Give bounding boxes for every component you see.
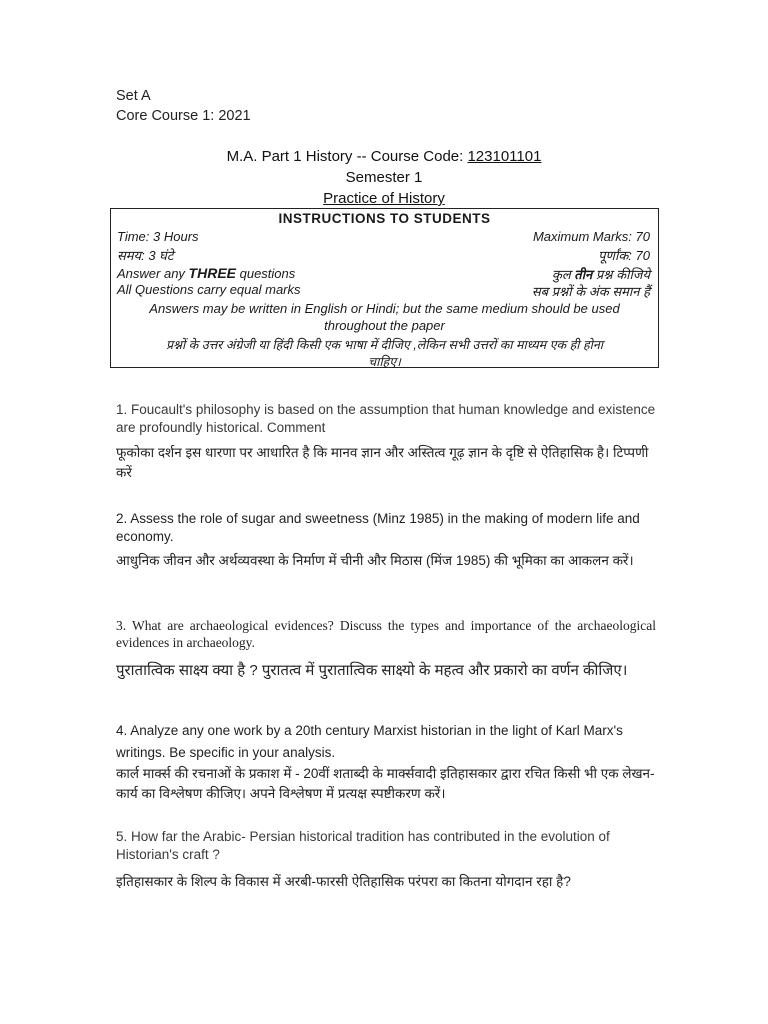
instructions-heading: INSTRUCTIONS TO STUDENTS [278, 211, 491, 226]
time-hi-row [117, 246, 650, 264]
medium-en-line-2: throughout the paper [324, 318, 445, 333]
answer-any-prefix: Answer any [117, 266, 189, 281]
question-4-hi: कार्ल मार्क्स की रचनाओं के प्रकाश में - 20वीं शताब्दी के मार्क्सवादी इतिहासकार द्वारा रचित किसी भी एक लेखन-कार्य का विश्लेषण कीजिए। अपने विश्लेषण में प्रत्यक्ष स्पष्टीकरण करें। [116, 766, 655, 801]
max-marks-hi: पूर्णांक: 70 [598, 248, 650, 263]
answer-any-en [117, 265, 295, 281]
question-4 [116, 720, 656, 804]
question-5-en: 5. How far the Arabic- Persian historical tradition has contributed in the evolution of Historian's craft ? [116, 829, 610, 862]
answer-any-count: THREE [188, 265, 236, 281]
question-3-hi: पुरातात्विक साक्ष्य क्या है ? पुरातत्व में पुरातात्विक साक्ष्यो के महत्व और प्रकारो का वर्णन कीजिए। [116, 662, 628, 679]
medium-hi-line-1: प्रश्नों के उत्तर अंग्रेजी या हिंदी किसी एक भाषा में दीजिए ,लेकिन सभी उत्तरों का माध्यम एक ही होना [166, 338, 603, 352]
question-5-hi: इतिहासकार के शिल्प के विकास में अरबी-फारसी ऐतिहासिक परंपरा का कितना योगदान रहा है? [116, 874, 571, 889]
paper-title-text: Practice of History [323, 190, 445, 207]
question-3 [116, 617, 656, 683]
question-2-en: 2. Assess the role of sugar and sweetness (Minz 1985) in the making of modern life and economy. [116, 511, 640, 544]
time-hi: समय: 3 घंटे [117, 248, 174, 263]
course-title [0, 148, 768, 165]
question-4-en: 4. Analyze any one work by a 20th century Marxist historian in the light of Karl Marx's writings. Be specific in your analysis. [116, 723, 623, 760]
question-1-hi: फूकोका दर्शन इस धारणा पर आधारित है कि मानव ज्ञान और अस्तित्व गूढ़ ज्ञान के दृष्टि से ऐतिहासिक है। टिप्पणी करें [116, 445, 649, 480]
question-2-hi: आधुनिक जीवन और अर्थव्यवस्था के निर्माण में चीनी और मिठास (मिंज 1985) की भूमिका का आकलन करें। [116, 553, 634, 568]
paper-title [0, 190, 768, 207]
question-1-en: 1. Foucault's philosophy is based on the assumption that human knowledge and existence are profoundly historical. Comment [116, 402, 656, 435]
question-1 [116, 401, 656, 483]
medium-hi-line-2: चाहिए। [368, 355, 401, 369]
answer-any-hi-prefix: कुल [551, 267, 575, 282]
max-marks-en: Maximum Marks: 70 [532, 229, 650, 244]
answer-any-hi [552, 265, 650, 283]
course-title-prefix: M.A. Part 1 History -- Course Code: [226, 148, 468, 165]
time-row [117, 229, 650, 247]
equal-marks-en: All Questions carry equal marks [117, 282, 301, 297]
answer-any-suffix: questions [236, 266, 296, 281]
question-5 [116, 828, 656, 892]
instructions-box [110, 208, 659, 368]
equal-marks-hi: सब प्रश्नों के अंक समान हैं [531, 284, 650, 299]
course-year-label: Core Course 1: 2021 [116, 108, 251, 124]
question-2 [116, 510, 656, 571]
answer-any-hi-count: तीन [574, 267, 593, 282]
equal-marks-row [117, 282, 650, 300]
time-en: Time: 3 Hours [117, 229, 199, 244]
medium-en-line-1: Answers may be written in English or Hindi; but the same medium should be used [149, 301, 620, 316]
answer-any-row [117, 265, 650, 283]
set-label: Set A [116, 88, 151, 104]
course-code: 123101101 [467, 148, 542, 165]
question-3-en: 3. What are archaeological evidences? Discuss the types and importance of the archaeological evidences in archaeology. [116, 618, 656, 650]
answer-any-hi-suffix: प्रश्न कीजिये [592, 267, 650, 282]
semester-label: Semester 1 [345, 169, 423, 186]
